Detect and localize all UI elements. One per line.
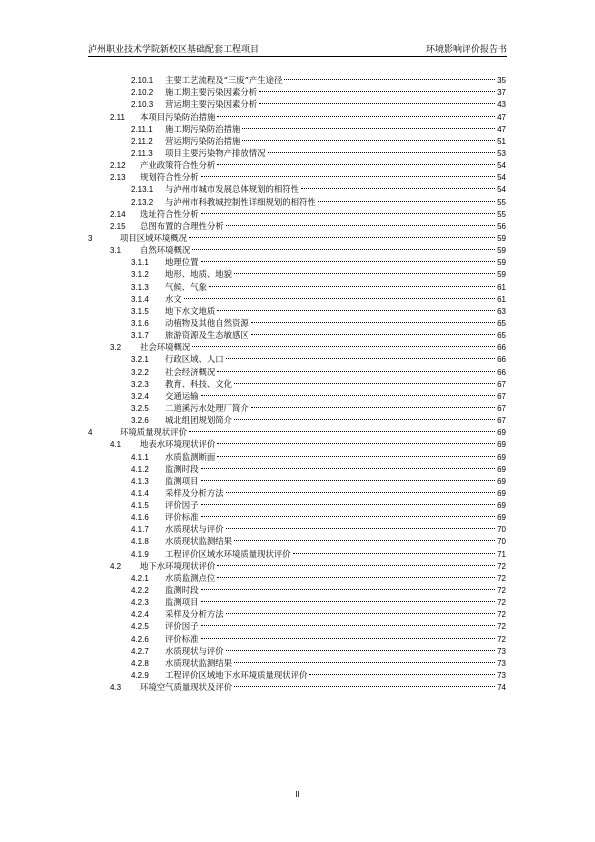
toc-entry-page: 73 xyxy=(497,646,506,656)
toc-entry[interactable] xyxy=(88,375,506,387)
toc-entry-page: 59 xyxy=(497,258,506,268)
toc-entry-page: 66 xyxy=(497,367,506,377)
toc-entry[interactable] xyxy=(88,83,506,98)
toc-entry-page: 69 xyxy=(497,476,506,486)
toc-entry-page: 51 xyxy=(497,136,506,146)
toc-entry-page: 69 xyxy=(497,464,506,474)
toc-entry-page: 37 xyxy=(497,88,506,98)
toc-entry-number: 3.1.7 xyxy=(131,331,149,341)
toc-entry-page: 35 xyxy=(497,76,506,86)
toc-leader-dots xyxy=(226,605,495,617)
toc-entry[interactable] xyxy=(88,144,506,156)
toc-leader-dots xyxy=(201,387,496,399)
toc-entry-number: 3.2.2 xyxy=(131,367,149,377)
toc-entry-page: 67 xyxy=(497,379,506,389)
toc-entry[interactable] xyxy=(88,435,506,450)
toc-entry-title: 项目主要污染物产排放情况 xyxy=(165,147,266,158)
page-number: II xyxy=(295,790,300,799)
toc-entry[interactable] xyxy=(88,290,506,302)
toc-entry-page: 72 xyxy=(497,610,506,620)
toc-entry[interactable] xyxy=(88,156,506,171)
toc-entry-page: 73 xyxy=(497,658,506,668)
toc-entry-number: 4.1.5 xyxy=(131,501,149,511)
toc-entry-number: 4.2.8 xyxy=(131,658,149,668)
toc-entry-title: 工程评价区域地下水环境质量现状评价 xyxy=(165,670,308,681)
toc-entry[interactable] xyxy=(88,132,506,144)
toc-entry-page: 54 xyxy=(497,173,506,183)
toc-entry-number: 3.1.5 xyxy=(131,306,149,316)
toc-entry-title: 环境质量现状评价 xyxy=(120,427,187,438)
toc-entry-title: 社会经济概况 xyxy=(165,366,216,377)
toc-leader-dots xyxy=(201,472,496,484)
toc-entry-page: 67 xyxy=(497,416,506,426)
toc-entry-number: 3.1.6 xyxy=(131,318,149,328)
toc-entry-title: 水质监测断面 xyxy=(165,451,216,462)
toc-entry-page: 72 xyxy=(497,598,506,608)
toc-entry-number: 4.2.1 xyxy=(131,573,149,583)
toc-entry[interactable] xyxy=(88,629,506,644)
toc-entry-title: 水质现状与评价 xyxy=(165,524,224,535)
toc-entry-page: 69 xyxy=(497,440,506,450)
toc-entry-page: 61 xyxy=(497,294,506,304)
header-project-title: 泸州职业技术学院新校区基础配套工程项目 xyxy=(88,45,260,55)
toc-leader-dots xyxy=(226,350,495,362)
toc-leader-dots xyxy=(234,411,495,423)
toc-entry[interactable] xyxy=(88,411,506,426)
toc-entry-title: 地形、地质、地貌 xyxy=(165,269,232,280)
toc-entry-title: 水质现状与评价 xyxy=(165,645,224,656)
toc-leader-dots xyxy=(226,520,495,532)
toc-leader-dots xyxy=(217,435,495,447)
toc-entry-number: 3.2.5 xyxy=(131,403,149,413)
toc-entry[interactable] xyxy=(88,678,506,693)
toc-entry-number: 3.1.2 xyxy=(131,270,149,280)
toc-leader-dots xyxy=(201,460,496,472)
toc-entry-number: 4.1.8 xyxy=(131,537,149,547)
toc-entry-number: 2.11.3 xyxy=(131,148,153,158)
toc-entry[interactable] xyxy=(88,180,506,195)
toc-entry[interactable] xyxy=(88,229,506,241)
toc-entry-title: 气候、气象 xyxy=(165,281,207,292)
toc-entry-page: 74 xyxy=(497,683,506,693)
toc-entry-page: 70 xyxy=(497,525,506,535)
toc-leader-dots xyxy=(284,71,495,83)
toc-leader-dots xyxy=(234,678,495,690)
toc-entry-title: 地理位置 xyxy=(165,257,199,268)
toc-leader-dots xyxy=(226,642,495,654)
toc-entry[interactable] xyxy=(88,520,506,535)
toc-entry-number: 4.1.3 xyxy=(131,476,149,486)
toc-entry-number: 2.10.1 xyxy=(131,76,154,86)
toc-leader-dots xyxy=(217,156,495,168)
toc-leader-dots xyxy=(251,326,495,338)
toc-entry[interactable] xyxy=(88,241,506,256)
toc-entry-title: 评价因子 xyxy=(165,500,199,511)
toc-entry-page: 43 xyxy=(497,100,506,110)
toc-entry-page: 47 xyxy=(497,124,506,134)
toc-entry[interactable] xyxy=(88,277,506,292)
toc-entry-page: 72 xyxy=(497,586,506,596)
toc-entry-title: 选址符合性分析 xyxy=(140,208,199,219)
toc-entry-page: 59 xyxy=(497,246,506,256)
toc-entry-title: 施工期主要污染因素分析 xyxy=(165,87,258,98)
toc-entry-title: 评价因子 xyxy=(165,621,199,632)
toc-entry-title: 地下水文地质 xyxy=(165,305,216,316)
toc-leader-dots xyxy=(217,107,495,119)
toc-entry-title: 地表水环境现状评价 xyxy=(140,439,216,450)
toc-entry[interactable] xyxy=(88,654,506,666)
toc-entry-title: 营运期主要污染因素分析 xyxy=(165,99,258,110)
toc-leader-dots xyxy=(201,205,495,217)
toc-entry-number: 3.1.3 xyxy=(131,282,149,292)
toc-entry-page: 73 xyxy=(497,671,506,681)
toc-entry-number: 4.1.4 xyxy=(131,488,149,498)
toc-entry[interactable] xyxy=(88,302,506,314)
toc-entry[interactable] xyxy=(88,265,506,280)
toc-entry[interactable] xyxy=(88,447,506,462)
toc-entry-number: 3 xyxy=(88,233,93,243)
toc-entry[interactable] xyxy=(88,338,506,353)
toc-entry[interactable] xyxy=(88,71,506,86)
toc-leader-dots xyxy=(309,666,495,678)
toc-entry-title: 产业政策符合性分析 xyxy=(140,160,216,171)
toc-leader-dots xyxy=(201,617,496,629)
toc-leader-dots xyxy=(301,180,495,192)
toc-entry-page: 70 xyxy=(497,537,506,547)
toc-entry-title: 总图布置的合理性分析 xyxy=(140,220,224,231)
toc-entry-number: 2.10.3 xyxy=(131,100,154,110)
toc-leader-dots xyxy=(201,581,496,593)
toc-entry-number: 2.13.1 xyxy=(131,185,154,195)
toc-entry[interactable] xyxy=(88,362,506,377)
toc-entry-number: 4.2 xyxy=(110,561,122,571)
toc-entry[interactable] xyxy=(88,460,506,472)
toc-entry-page: 66 xyxy=(497,355,506,365)
toc-entry-title: 二道溪污水处理厂简介 xyxy=(165,402,249,413)
toc-entry-number: 4.1 xyxy=(110,440,122,450)
toc-entry-title: 工程评价区域水环境质量现状评价 xyxy=(165,548,291,559)
toc-entry-page: 61 xyxy=(497,282,506,292)
toc-entry-title: 水质监测点位 xyxy=(165,572,216,583)
toc-entry[interactable] xyxy=(88,253,506,268)
toc-entry-title: 评价标准 xyxy=(165,633,199,644)
toc-entry[interactable] xyxy=(88,508,506,523)
toc-entry-title: 动植物及其他自然资源 xyxy=(165,317,249,328)
toc-leader-dots xyxy=(201,168,495,180)
toc-entry-title: 主要工艺流程及“三废”产生途径 xyxy=(165,75,283,86)
toc-entry-title: 城北组团规划简介 xyxy=(165,415,232,426)
toc-entry-title: 水质现状监测结果 xyxy=(165,657,232,668)
toc-leader-dots xyxy=(217,557,495,569)
toc-entry-title: 监测时段 xyxy=(165,585,199,596)
toc-entry-title: 监测时段 xyxy=(165,463,199,474)
toc-entry-number: 2.12 xyxy=(110,161,126,171)
toc-leader-dots xyxy=(217,447,495,459)
toc-entry-number: 4.3 xyxy=(110,683,122,693)
toc-entry-title: 营运期污染防治措施 xyxy=(165,135,241,146)
toc-entry[interactable] xyxy=(88,205,506,217)
toc-leader-dots xyxy=(209,277,495,289)
toc-entry-number: 4.2.5 xyxy=(131,622,149,632)
toc-entry-page: 71 xyxy=(497,549,506,559)
toc-entry-page: 72 xyxy=(497,622,506,632)
toc-entry-title: 项目区域环境概况 xyxy=(120,232,187,243)
toc-entry-number: 4.1.1 xyxy=(131,452,149,462)
toc-entry-page: 54 xyxy=(497,185,506,195)
toc-entry-page: 56 xyxy=(497,221,506,231)
toc-entry[interactable] xyxy=(88,192,506,207)
toc-entry-page: 69 xyxy=(497,513,506,523)
toc-entry[interactable] xyxy=(88,496,506,511)
toc-entry[interactable] xyxy=(88,387,506,399)
toc-leader-dots xyxy=(226,217,495,229)
toc-entry-page: 69 xyxy=(497,501,506,511)
toc-entry[interactable] xyxy=(88,605,506,620)
toc-leader-dots xyxy=(251,314,495,326)
toc-entry-number: 3.1.4 xyxy=(131,294,149,304)
toc-entry-page: 67 xyxy=(497,403,506,413)
toc-leader-dots xyxy=(259,95,495,107)
toc-leader-dots xyxy=(251,399,495,411)
toc-entry-title: 行政区域、人口 xyxy=(165,354,224,365)
toc-entry-number: 2.13.2 xyxy=(131,197,154,207)
toc-leader-dots xyxy=(201,508,496,520)
toc-entry-title: 环境空气质量现状及评价 xyxy=(140,682,233,693)
toc-entry-number: 3.1.1 xyxy=(131,258,149,268)
toc-entry-page: 69 xyxy=(497,428,506,438)
toc-entry-number: 2.11.2 xyxy=(131,136,153,146)
toc-entry[interactable] xyxy=(88,350,506,365)
toc-entry-number: 3.1 xyxy=(110,246,122,256)
toc-leader-dots xyxy=(234,532,495,544)
toc-entry-title: 交通运输 xyxy=(165,390,199,401)
toc-entry[interactable] xyxy=(88,326,506,341)
toc-entry-page: 53 xyxy=(497,148,506,158)
toc-entry-number: 4 xyxy=(88,428,93,438)
toc-leader-dots xyxy=(192,241,495,253)
toc-entry-title: 监测项目 xyxy=(165,475,199,486)
toc-entry-number: 3.2.3 xyxy=(131,379,149,389)
toc-entry-number: 4.2.2 xyxy=(131,586,149,596)
toc-entry[interactable] xyxy=(88,581,506,596)
toc-entry-title: 规划符合性分析 xyxy=(140,172,199,183)
toc-entry-number: 3.2 xyxy=(110,343,122,353)
toc-entry[interactable] xyxy=(88,95,506,110)
toc-entry-page: 55 xyxy=(497,209,506,219)
toc-entry[interactable] xyxy=(88,557,506,569)
toc-entry[interactable] xyxy=(88,569,506,581)
toc-entry[interactable] xyxy=(88,484,506,496)
toc-entry-page: 55 xyxy=(497,197,506,207)
toc-entry-page: 63 xyxy=(497,306,506,316)
toc-entry-title: 监测项目 xyxy=(165,597,199,608)
toc-leader-dots xyxy=(217,362,495,374)
toc-leader-dots xyxy=(189,229,495,241)
toc-entry-page: 54 xyxy=(497,161,506,171)
toc-leader-dots xyxy=(259,83,495,95)
toc-leader-dots xyxy=(242,132,495,144)
toc-entry-number: 3.2.6 xyxy=(131,416,149,426)
toc-entry-number: 3.2.1 xyxy=(131,355,149,365)
toc-entry-number: 2.11.1 xyxy=(131,124,153,134)
toc-entry[interactable] xyxy=(88,544,506,559)
toc-leader-dots xyxy=(184,290,495,302)
toc-entry-title: 水文 xyxy=(165,293,182,304)
toc-leader-dots xyxy=(201,593,496,605)
toc-leader-dots xyxy=(318,192,495,204)
toc-leader-dots xyxy=(234,375,495,387)
toc-entry[interactable] xyxy=(88,107,506,122)
toc-leader-dots xyxy=(192,338,495,350)
toc-entry[interactable] xyxy=(88,642,506,654)
toc-leader-dots xyxy=(217,569,495,581)
toc-leader-dots xyxy=(242,120,495,132)
toc-entry[interactable] xyxy=(88,472,506,484)
toc-leader-dots xyxy=(234,654,495,666)
toc-leader-dots xyxy=(189,423,495,435)
toc-entry-number: 4.2.7 xyxy=(131,646,149,656)
toc-entry-page: 69 xyxy=(497,488,506,498)
toc-leader-dots xyxy=(217,302,495,314)
toc-entry[interactable] xyxy=(88,617,506,632)
toc-entry-title: 教育、科技、文化 xyxy=(165,378,232,389)
toc-entry-title: 采样及分析方法 xyxy=(165,609,224,620)
toc-entry-number: 4.2.3 xyxy=(131,598,149,608)
toc-entry-number: 2.13 xyxy=(110,173,126,183)
toc-entry-number: 4.2.9 xyxy=(131,671,149,681)
toc-entry[interactable] xyxy=(88,399,506,411)
toc-entry-page: 72 xyxy=(497,634,506,644)
toc-entry[interactable] xyxy=(88,217,506,229)
toc-entry-title: 本项目污染防治措施 xyxy=(140,111,216,122)
toc-entry-title: 评价标准 xyxy=(165,512,199,523)
toc-entry-title: 社会环境概况 xyxy=(140,342,191,353)
table-of-contents xyxy=(88,71,506,693)
toc-entry-number: 4.1.9 xyxy=(131,549,149,559)
toc-leader-dots xyxy=(293,544,495,556)
toc-entry[interactable] xyxy=(88,423,506,438)
toc-entry-number: 2.14 xyxy=(110,209,126,219)
toc-entry-number: 4.2.4 xyxy=(131,610,149,620)
toc-entry-number: 4.1.6 xyxy=(131,513,149,523)
toc-entry-page: 66 xyxy=(497,343,506,353)
toc-entry-page: 65 xyxy=(497,318,506,328)
toc-entry-page: 67 xyxy=(497,391,506,401)
toc-entry-title: 水质现状监测结果 xyxy=(165,536,232,547)
toc-entry[interactable] xyxy=(88,532,506,547)
toc-entry-title: 与泸州市城市发展总体规划的相符性 xyxy=(165,184,299,195)
toc-entry-page: 72 xyxy=(497,573,506,583)
page-header xyxy=(88,40,507,57)
toc-entry-title: 与泸州市科教城控制性详细规划的相符性 xyxy=(165,196,316,207)
toc-entry-title: 采样及分析方法 xyxy=(165,487,224,498)
toc-entry[interactable] xyxy=(88,168,506,183)
toc-entry-number: 4.1.2 xyxy=(131,464,149,474)
toc-entry-page: 59 xyxy=(497,233,506,243)
toc-entry-page: 59 xyxy=(497,270,506,280)
toc-leader-dots xyxy=(234,265,495,277)
toc-leader-dots xyxy=(268,144,496,156)
toc-entry-number: 4.1.7 xyxy=(131,525,149,535)
toc-entry-title: 自然环境概况 xyxy=(140,245,191,256)
toc-entry-number: 2.15 xyxy=(110,221,126,231)
header-report-title: 环境影响评价报告书 xyxy=(425,45,507,55)
toc-entry-number: 2.11 xyxy=(110,112,125,122)
toc-entry-title: 施工期污染防治措施 xyxy=(165,123,241,134)
toc-entry[interactable] xyxy=(88,666,506,681)
toc-leader-dots xyxy=(201,629,496,641)
toc-entry[interactable] xyxy=(88,120,506,132)
toc-entry-page: 47 xyxy=(497,112,506,122)
toc-entry-page: 69 xyxy=(497,452,506,462)
toc-entry[interactable] xyxy=(88,593,506,608)
toc-leader-dots xyxy=(226,484,495,496)
toc-entry-number: 2.10.2 xyxy=(131,88,154,98)
toc-leader-dots xyxy=(201,253,496,265)
toc-entry-page: 65 xyxy=(497,331,506,341)
toc-entry[interactable] xyxy=(88,314,506,326)
toc-entry-number: 3.2.4 xyxy=(131,391,149,401)
toc-entry-title: 地下水环境现状评价 xyxy=(140,560,216,571)
toc-entry-title: 旅游资源及生态敏感区 xyxy=(165,330,249,341)
toc-entry-page: 72 xyxy=(497,561,506,571)
toc-leader-dots xyxy=(201,496,496,508)
toc-entry-number: 4.2.6 xyxy=(131,634,149,644)
